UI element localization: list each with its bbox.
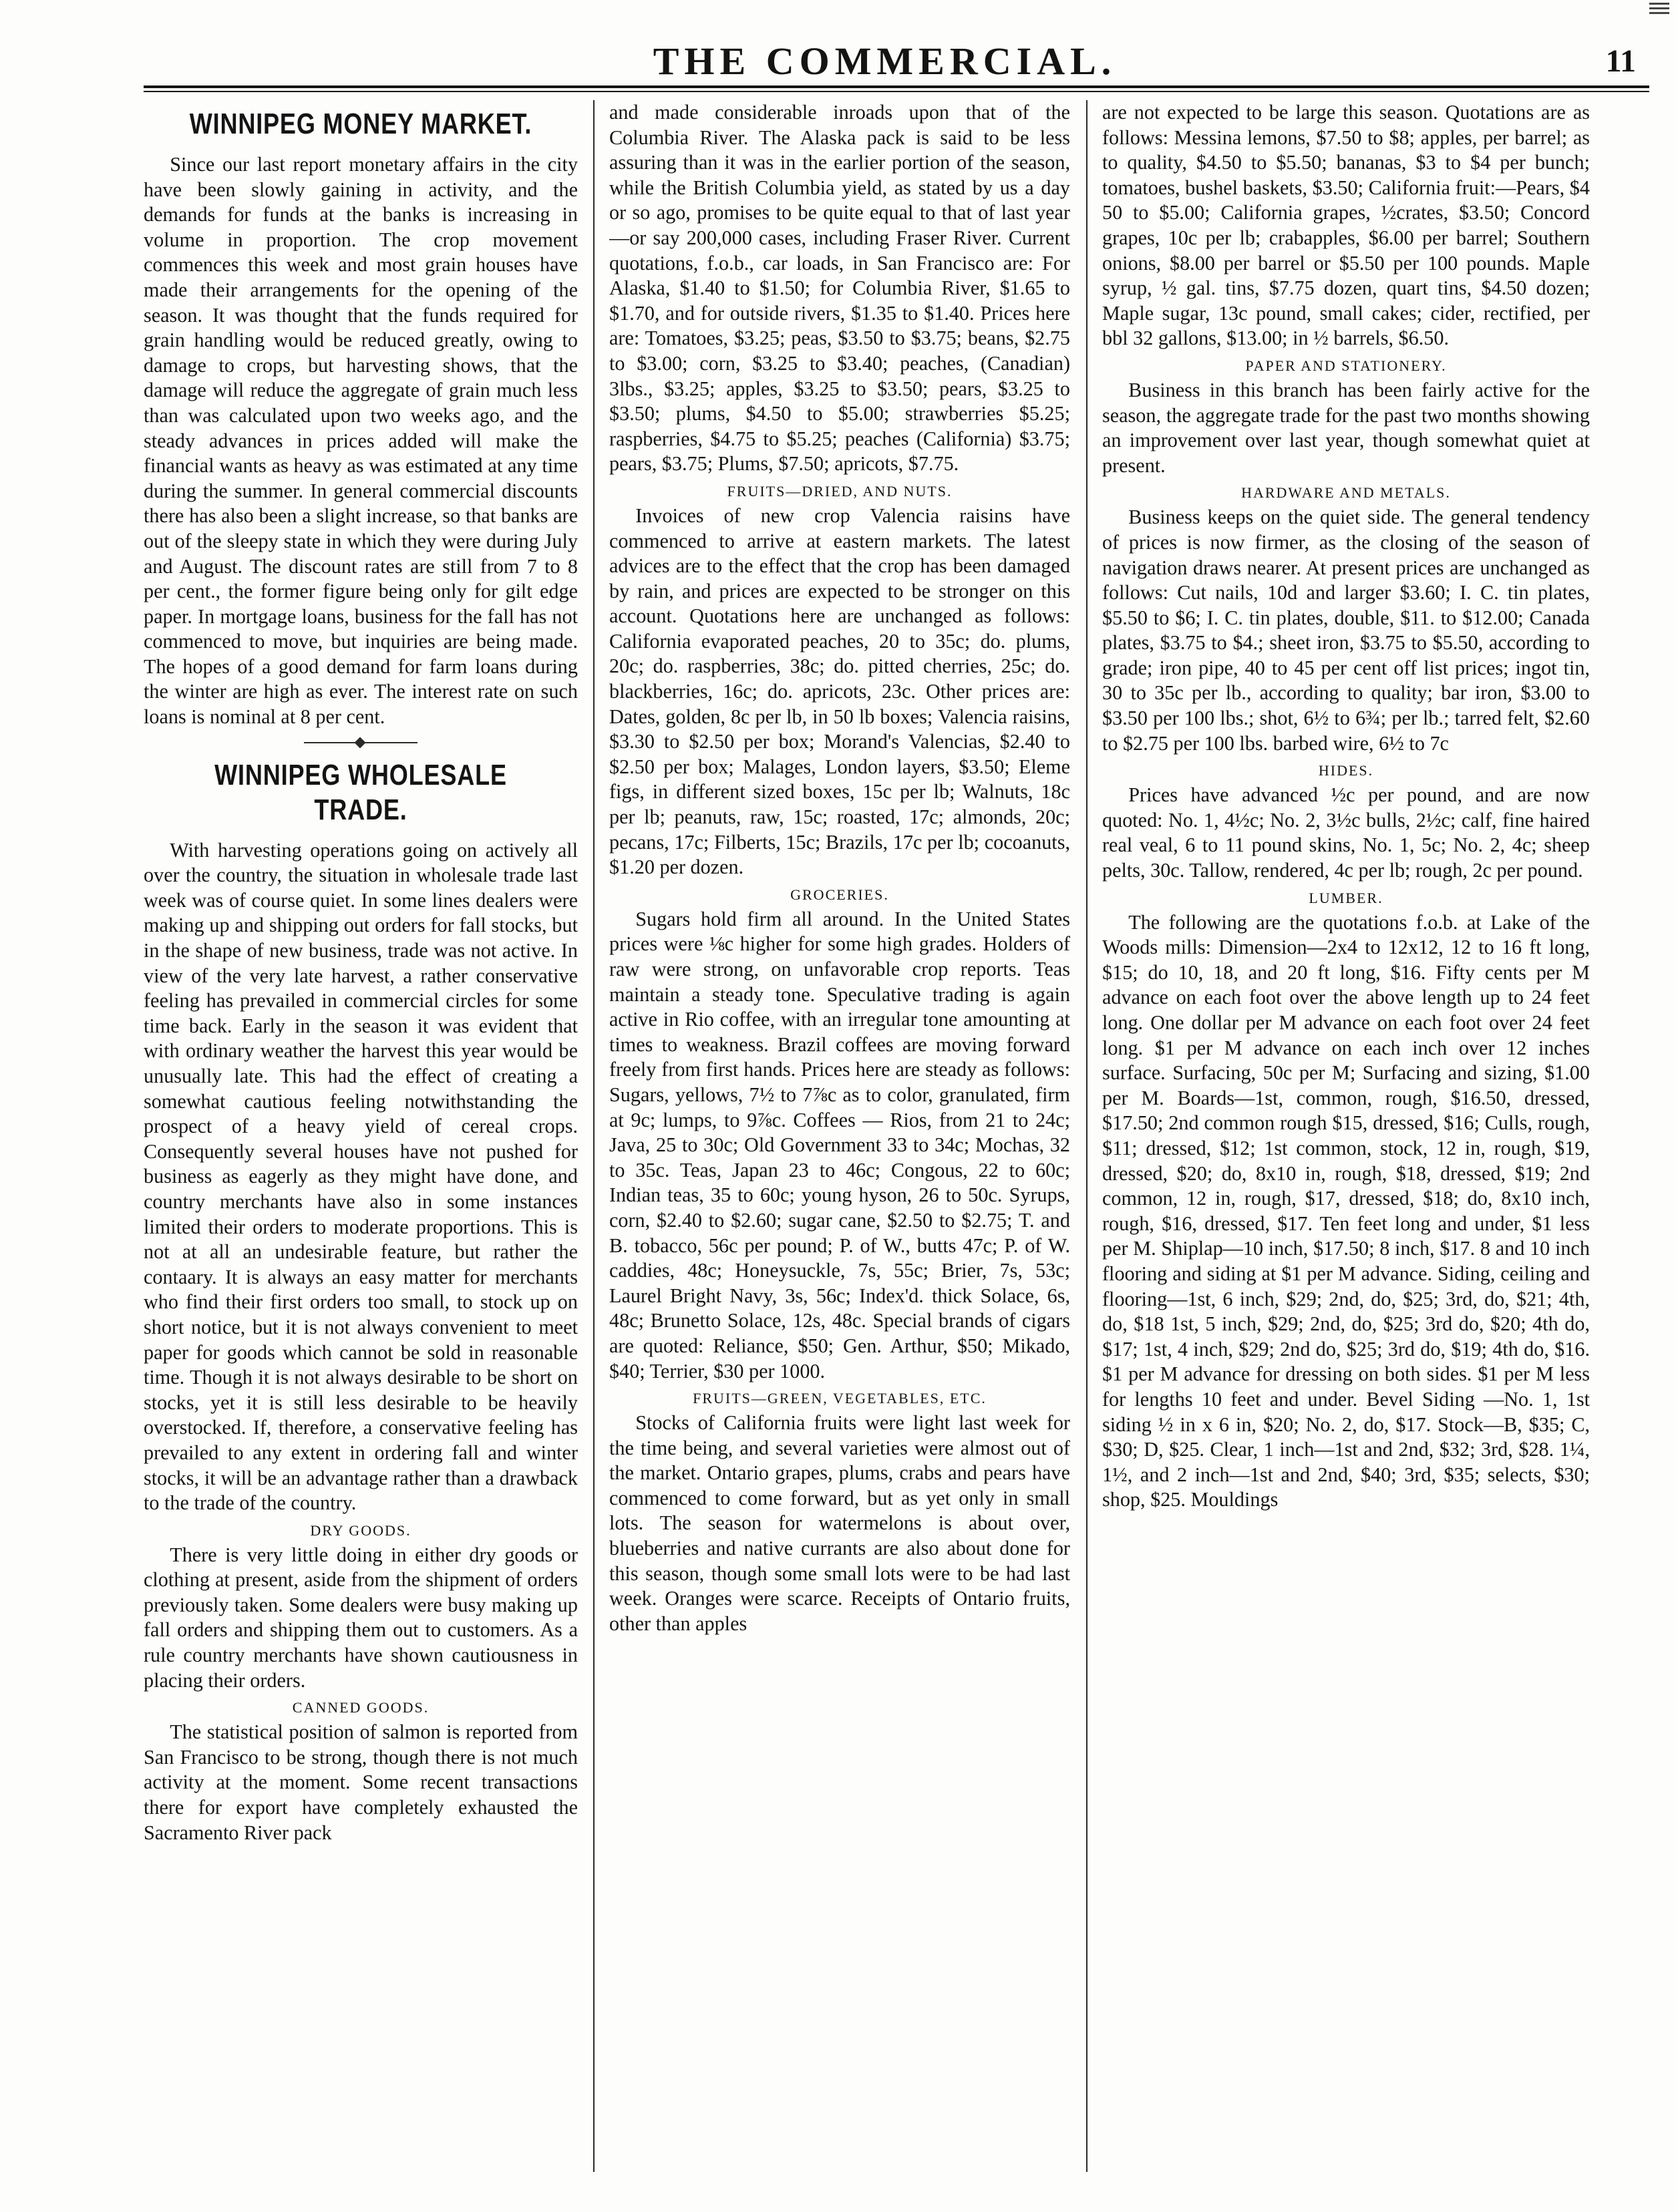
page-number: 11 [1605,43,1636,79]
groceries-body: Sugars hold firm all around. In the United States prices were ⅛c higher for some high grades. Holders of raw were strong, on unfavorable crop reports. Teas maintain a steady tone. Speculative trading is again active in Rio coffee, with an irregular tone amounting at times to weakness. Brazil coffees are moving forward freely from first hands. Prices here are steady as follows: Sugars, yellows, 7½ to 7⅞c as to color, granulated, firm at 9c; lumps, to 9⅞c. Coffees — Rios, from 21 to 24c; Java, 25 to 30c; Old Government 33 to 34c; Mochas, 32 to 35c. Teas, Japan 23 to 46c; Congous, 22 to 60c; Indian teas, 35 to 60c; young hyson, 26 to 50c. Syrups, corn, $2.40 to $2.60; sugar cane, $2.50 to $2.75; T. and B. tobacco, 56c per pound; P. of W., butts 47c; P. of W. caddies, 48c; Honeysuckle, 7s, 55c; Brier, 7s, 53c; Laurel Bright Navy, 3s, 56c; Index'd. thick Solace, 6s, 48c; Brunetto Solace, 12s, 48c. Special brands of cigars are quoted: Reliance, $50; Gen. Arthur, $50; Mikado, $40; Terrier, $30 per 1000. [609,907,1070,1382]
masthead-rule [144,85,1649,88]
column-divider [593,100,595,2172]
wholesale-trade-body: With harvesting operations going on actively all over the country, the situation in wholesale trade last week was of course quiet. In some lines dealers were making up and shipping out orders for fall stocks, but in the shape of new business, trade was not active. In view of the very late harvest, a rather conservative feeling has prevailed in commercial circles for some time back. Early in the season it was evident that with ordinary weather the harvest this year would be unusually late. This had the effect of creating a somewhat cautious feeling notwithstanding the prospect of a heavy yield of cereal crops. Consequently several houses have not pushed for business as eagerly as they might have done, and country merchants have also in some instances limited their orders to moderate proportions. This is not at all an undesirable feature, but rather the contaary. It is always an easy matter for merchants who find their first orders too small, to stock up on short notice, but it is not always convenient to meet paper for goods which cannot be sold in reasonable time. Though it is not always desirable to be short on stocks, yet it is still less desirable to be heavily overstocked. If, therefore, a conservative feeling has prevailed to any extent in ordering fall and winter stocks, it will be an advantage rather than a drawback to the trade of the country. [144,838,578,1515]
canned-goods-continued: and made considerable inroads upon that of the Columbia River. The Alaska pack is said to be less assuring than it was in the earlier portion of the season, while the British Columbia yield, as stated by us a day or so ago, promises to be quite equal to that of last year —or say 200,000 cases, including Fraser River. Current quotations, f.o.b., car loads, in San Francisco are: For Alaska, $1.40 to $1.50; for Columbia River, $1.65 to $1.70, and for outside rivers, $1.35 to $1.40. Prices here are: Tomatoes, $3.25; peas, $3.50 to $3.75; beans, $2.75 to $3.00; corn, $3.25 to $3.40; peaches, (Canadian) 3lbs., $3.25; apples, $3.25 to $3.50; pears, $3.25 to $3.50; plums, $4.50 to $5.00; strawberries $5.25; raspberries, $4.75 to $5.25; peaches (California) $3.75; pears, $3.75; Plums, $7.50; apricots, $7.75. [609,101,1070,476]
dried-fruits-subheading: FRUITS—DRIED, AND NUTS. [727,482,953,500]
column-2 [609,100,1070,2172]
canned-goods-body: The statistical position of salmon is reported from San Francisco to be strong, though there is not much activity at the moment. Some recent transactions there for export have completely exhausted the Sacramento River pack [144,1720,578,1844]
masthead-title: THE COMMERCIAL. [653,39,1117,83]
masthead-rule-thin [144,91,1649,92]
wholesale-trade-heading: WINNIPEG WHOLESALE TRADE. [214,758,507,826]
green-fruits-subheading: FRUITS—GREEN, VEGETABLES, ETC. [693,1390,987,1407]
money-market-body: Since our last report monetary affairs in the city have been slowly gaining in activity, and the demands for funds at the banks is increasing in volume in proportion. The crop movement commences this week and most grain houses have made their arrangements for the opening of the season. It was thought that the funds required for grain handling would be reduced greatly, owing to damage to crops, but harvesting shows, that the damage will reduce the aggregate of grain much less than was calculated upon two weeks ago, and the steady advances in prices added will make the financial wants as heavy as was estimated at any time during the summer. In general commercial discounts there has also been a slight increase, so that banks are out of the sleepy state in which they were during July and August. The discount rates are still from 7 to 8 per cent., the former figure being only for gilt edge paper. In mortgage loans, business for the fall has not commenced to move, but inquiries are being made. The hopes of a good demand for farm loans during the winter are high as ever. The interest rate on such loans is nominal at 8 per cent. [144,153,578,729]
lumber-subheading: LUMBER. [1309,889,1383,906]
green-fruits-body: Stocks of California fruits were light last week for the time being, and several varieties were almost out of the market. Ontario grapes, plums, crabs and pears have commenced to come forward, but as yet only in small lots. The season for watermelons is about over, blueberries and native currants are also about done for this season, though some small lots were to be had last week. Oranges were scarce. Receipts of Ontario fruits, other than apples [609,1411,1070,1635]
column-3 [1102,100,1590,2172]
edge-marks [1649,0,1669,14]
column-1 [144,100,578,2172]
section-separator [304,742,417,743]
dry-goods-body: There is very little doing in either dry goods or clothing at present, aside from the shipment of orders previously taken. Some dealers were busy making up fall orders and shipping them out to customers. As a rule country merchants have shown cautiousness in placing their orders. [144,1543,578,1692]
hardware-body: Business keeps on the quiet side. The general tendency of prices is now firmer, as the closing of the season of navigation draws nearer. At present prices are unchanged as follows: Cut nails, 10d and larger $3.60; I. C. tin plates, $5.50 to $6; I. C. tin plates, double, $11. to $12.00; Canada plates, $3.75 to $4.; sheet iron, $3.75 to $5.50, according to grade; iron pipe, 40 to 45 per cent off list prices; ingot tin, 30 to 35c per lb., according to quality; bar iron, $3.00 to $3.50 per 100 lbs.; shot, 6½ to 6¾; per lb.; tarred felt, $2.60 to $2.75 per 100 lbs. barbed wire, 6½ to 7c [1102,506,1590,755]
paper-subheading: PAPER AND STATIONERY. [1245,357,1447,374]
hides-body: Prices have advanced ½c per pound, and are now quoted: No. 1, 4½c; No. 2, 3½c bulls, 2½c; calf, fine haired real veal, 6 to 11 pound skins, No. 1, 5c; No. 2, 4c; sheep pelts, 30c. Tallow, rendered, 4c per lb; rough, 2c per pound. [1102,783,1590,882]
canned-goods-subheading: CANNED GOODS. [292,1699,430,1716]
paper-body: Business in this branch has been fairly active for the season, the aggregate trade for the past two months showing an improvement over last year, though somewhat quiet at present. [1102,378,1590,477]
hides-subheading: HIDES. [1318,762,1374,779]
lumber-body: The following are the quotations f.o.b. at Lake of the Woods mills: Dimension—2x4 to 12x12, 12 to 16 ft long, $15; do 10, 18, and 20 ft long, $16. Fifty cents per M advance on each foot over the above length up to 24 feet long. One dollar per M advance on each foot over 24 feet long. $1 per M advance on each inch over 12 inches surface. Surfacing, 50c per M; Surfacing and sizing, $1.00 per M. Boards—1st, common, rough, $16.50, dressed, $17.50; 2nd common rough $15, dressed, $16; Culls, rough, $11; dressed, $12; 1st common, stock, 12 in, rough, $19, dressed, $20; do, 8x10 in, rough, $18, dressed, $19; 2nd common, 12 in, rough, $17, dressed, $18; do, 8x10 inch, rough, $16, dressed, $17. Ten feet long and under, $1 less per M. Shiplap—10 inch, $17.50; 8 inch, $17. 8 and 10 inch flooring and siding at $1 per M advance. Siding, ceiling and flooring—1st, 6 inch, $29; 2nd, do, $25; 3rd, do, $21; 4th, do, $18 1st, 5 inch, $29; 2nd, do, $25; 3rd do, $20; 4th do, $17; 1st, 4 inch, $29; 2nd do, $25; 3rd do, $19; 4th do, $16. $1 per M advance for dressing on both sides. $1 per M less for lengths 10 feet and under. Bevel Siding —No. 1, 1st siding ½ in x 6 in, $20; No. 2, do, $17. Stock—B, $35; C, $30; D, $25. Clear, 1 inch—1st and 2nd, $32; 3rd, $28. 1¼, 1½, and 2 inch—1st and 2nd, $40; 3rd, $35; selects, $30; shop, $25. Mouldings [1102,910,1590,1511]
groceries-subheading: GROCERIES. [790,886,889,903]
dried-fruits-body: Invoices of new crop Valencia raisins have commenced to arrive at eastern markets. The latest advices are to the effect that the crop has been damaged by rain, and prices are expected to be stronger on this account. Quotations here are unchanged as follows: California evaporated peaches, 20 to 35c; do. plums, 20c; do. raspberries, 38c; do. pitted cherries, 25c; do. blackberries, 16c; do. apricots, 23c. Other prices are: Dates, golden, 8c per lb, in 50 lb boxes; Valencia raisins, $3.30 to $2.50 per box; Morand's Valencias, $2.40 to $2.50 per box; Malages, London layers, $3.50; Eleme figs, in different sized boxes, 15c per lb; Walnuts, 18c per lb; peanuts, raw, 15c; roasted, 17c; almonds, 20c; pecans, 17c; Filberts, 15c; Brazils, 17c per lb; cocoanuts, $1.20 per dozen. [609,504,1070,879]
money-market-heading: WINNIPEG MONEY MARKET. [189,108,532,140]
green-fruits-continued: are not expected to be large this season. Quotations are as follows: Messina lemons, $7.50 to $8; apples, per barrel; as to quality, $4.50 to $5.50; bananas, $3 to $4 per bunch; tomatoes, bushel baskets, $3.50; California fruit:—Pears, $4 50 to $5.00; California grapes, ½crates, $3.50; Concord grapes, 10c per lb; crabapples, $6.00 per barrel; Southern onions, $8.00 per barrel or $5.50 per 100 pounds. Maple syrup, ½ gal. tins, $7.75 dozen, quart tins, $4.50 dozen; Maple sugar, 13c pound, small cakes; cider, rectified, per bbl 32 gallons, $13.00; in ½ barrels, $6.50. [1102,101,1590,350]
column-divider [1086,100,1087,2172]
dry-goods-subheading: DRY GOODS. [310,1521,411,1539]
masthead [134,39,1636,83]
hardware-subheading: HARDWARE AND METALS. [1241,484,1451,502]
